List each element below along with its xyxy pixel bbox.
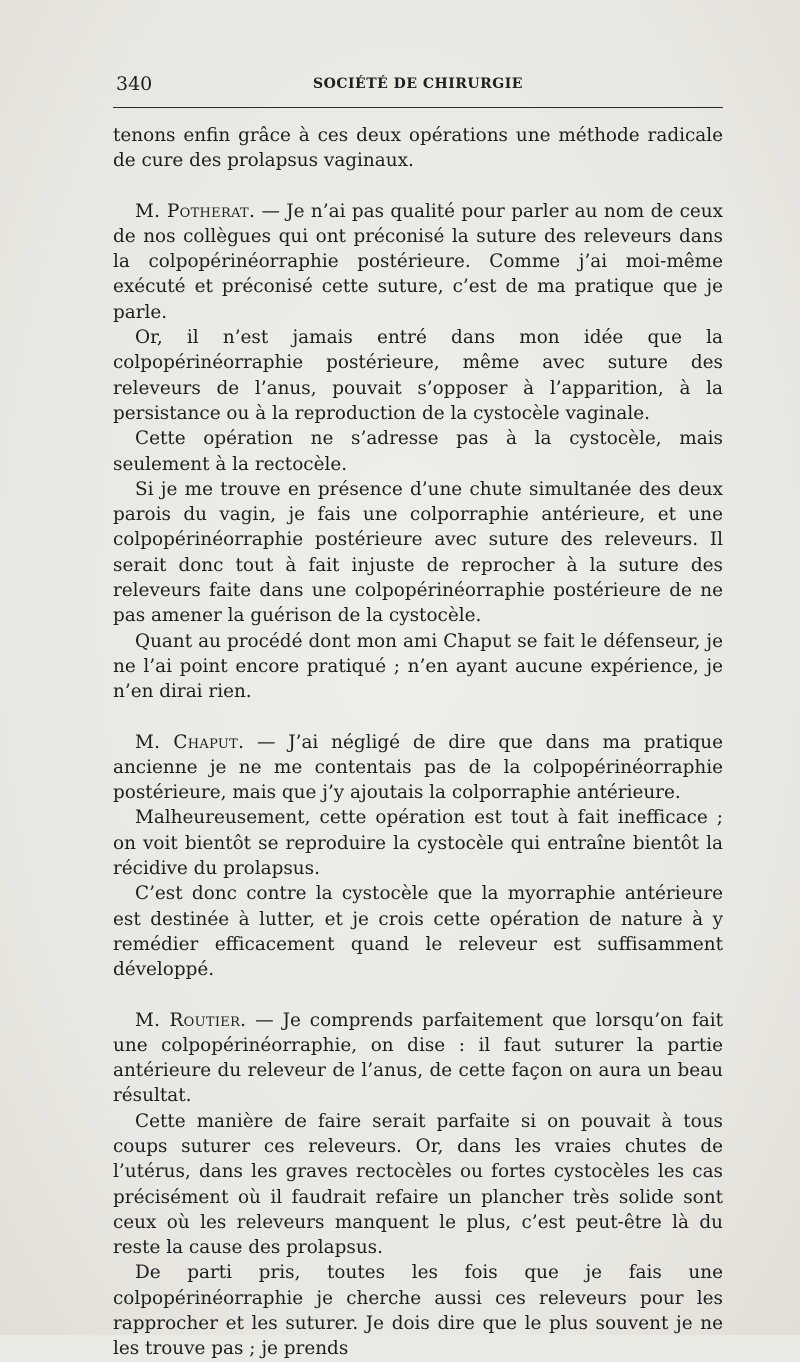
paragraph: Cette manière de faire serait parfaite si on pouvait à tous coups suturer ces releveurs. Or, dans les vraies chutes de l’utérus, dans les graves rectocèles ou fortes cystocèles les cas précisément où il faudrait refaire un plancher très solide sont ceux où les releveurs manquent le plus, c’est peut-être là du reste la cause des prolapsus. [113,1110,723,1259]
speech-chaput: M. Chaput. — J’ai négligé de dire que dans ma pratique ancienne je ne me contentais pas de la colpopérinéorraphie postérieure, mais que j’y ajoutais la colporraphie antérieure. [113,731,723,804]
speaker-name: M. Chaput. [135,731,245,753]
running-title: SOCIÉTÉ DE CHIRURGIE [313,76,523,92]
paragraph: C’est donc contre la cystocèle que la myorraphie antérieure est destinée à lutter, et je crois cette opération de nature à y remédier efficacement quand le releveur est suffisamment développé. [113,883,723,981]
page-number: 340 [116,73,153,95]
paragraph: De parti pris, toutes les fois que je fais une colpopérinéorraphie je cherche aussi ces releveurs pour les rapprocher et les suturer. Je dois dire que le plus souvent je ne les trouve pas ; je prends [113,1262,723,1360]
speaker-name: M. Routier. [135,1009,247,1031]
paragraph: Or, il n’est jamais entré dans mon idée que la colpopérinéorraphie postérieure, même avec suture des releveurs de l’anus, pouvait s’opposer à l’apparition, à la persistance ou à la reproduction de la cystocèle vaginale. [113,327,723,424]
speech-routier: M. Routier. — Je comprends parfaitement que lorsqu’on fait une colpopérinéorraphie, on dise : il faut suturer la partie antérieure du releveur de l’anus, de cette façon on aura un beau résultat. [113,1009,723,1107]
speech-potherat: M. Potherat. — Je n’ai pas qualité pour parler au nom de ceux de nos collègues qui ont préconisé la suture des releveurs dans la colpopérinéorraphie postérieure. Comme j’ai moi-même exécuté et préconisé cette suture, c’est de ma pratique que je parle. [113,200,723,323]
paragraph: Quant au procédé dont mon ami Chaput se fait le défenseur, je ne l’ai point encore pratiqué ; n’en ayant aucune expérience, je n’en dirai rien. [113,630,723,703]
paragraph-continuation: tenons enfin grâce à ces deux opérations une méthode radicale de cure des prolapsus vaginaux. [113,125,723,172]
body-text [113,123,723,1362]
page-header [113,70,723,98]
paragraph: Si je me trouve en présence d’une chute simultanée des deux parois du vagin, je fais une colporraphie antérieure, et une colpopérinéorraphie postérieure avec suture des releveurs. Il serait donc tout à fait injuste de reprocher à la suture des releveurs faite dans une colpopérinéorraphie postérieure de ne pas amener la guérison de la cystocèle. [113,478,723,627]
paragraph: Cette opération ne s’adresse pas à la cystocèle, mais seulement à la rectocèle. [113,428,723,475]
speaker-name: M. Potherat. [135,200,256,222]
header-rule [113,107,723,108]
paragraph: Malheureusement, cette opération est tout à fait inefficace ; on voit bientôt se reproduire la cystocèle qui entraîne bientôt la récidive du prolapsus. [113,807,723,880]
